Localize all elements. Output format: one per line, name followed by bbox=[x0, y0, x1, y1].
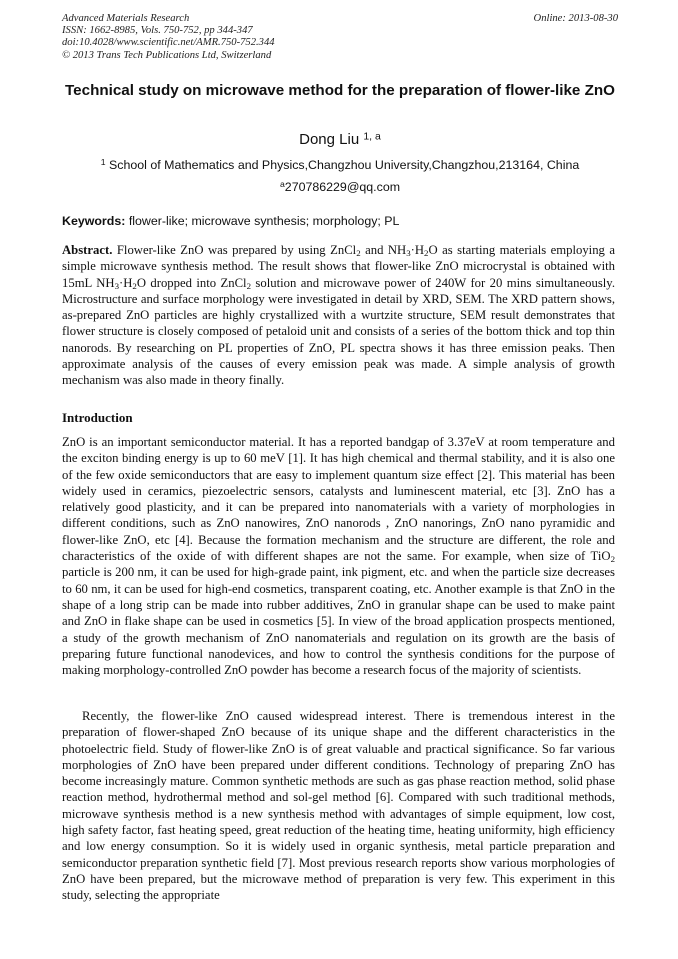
paragraph-text: ZnO is an important semiconductor material. It has a reported bandgap of 3.37eV at room temperature and the exciton binding energy is up to 60 meV [1]. It has high chemical and thermal stability, and it is also one of the few oxide semiconductors that are easy to implement quantum size effect [2]. This material has been widely used in ceramics, piezoelectric sensors, catalysts and luminescent material, etc [3]. ZnO has a relatively good plasticity, and it can be prepared into nanomaterials with a variety of morphologies in different conditions, such as ZnO nanowires, ZnO nanorods , ZnO nanorings, ZnO nano pyramidic and flower-like ZnO, etc [4]. Because the formation mechanism and the structure are different, the role and characteristics of the oxide of with different shapes are not the same. For example, when size of TiO bbox=[62, 435, 615, 564]
abstract-text: O as starting materials employing a simple microwave synthesis method. The result shows that flower-like ZnO microcrystal is obtained with 15mL NH bbox=[62, 243, 615, 290]
subscript: 2 bbox=[132, 280, 137, 291]
email-mark: a bbox=[279, 179, 285, 190]
author-name: Dong Liu bbox=[299, 131, 360, 148]
author-affil-marks: 1, a bbox=[363, 130, 381, 143]
abstract-text: ·H bbox=[410, 243, 425, 257]
keywords-text: flower-like; microwave synthesis; morphology; PL bbox=[128, 214, 400, 228]
affiliation-mark: 1 bbox=[100, 157, 106, 168]
subscript: 3 bbox=[114, 280, 119, 291]
online-date: Online: 2013-08-30 bbox=[533, 13, 618, 24]
paragraph-text: particle is 200 nm, it can be used for high-grade paint, ink pigment, etc. and when the particle size decreases to 60 nm, it can be used for high-end cosmetics, transparent coating, etc. Another example is that ZnO in the shape of a long strip can be made into rubber additives, ZnO in granular shape can be used to make paint and ZnO in flake shape can be used in cosmetics [5]. In view of the broad application prospects mentioned, a study of the growth mechanism of ZnO nanomaterials and regulation on its growth are the basis of preparing future functional nanodevices, and how to control the synthesis conditions for the purpose of making morphology-controlled ZnO powder has become a research focus of the majority of scientists. bbox=[62, 565, 615, 678]
author-line bbox=[62, 131, 618, 148]
keywords bbox=[62, 214, 618, 228]
intro-paragraph-2: Recently, the flower-like ZnO caused widespread interest. There is tremendous interest in the preparation of flower-shaped ZnO because of its unique shape and the different characteristics in the photoelectric field. Study of flower-like ZnO is of great valuable and practical significance. So far various morphologies of ZnO have been prepared under different conditions. Technology of preparing ZnO has become increasingly mature. Common synthetic methods are such as gas phase reaction method, solid phase reaction method, hydrothermal method and sol-gel method [6]. Compared with such traditional methods, microwave synthesis method is a new synthesis method with advantages of simple equipment, low cost, high safety factor, fast heating speed, great reduction of the heating time, heating uniformity, high efficiency and low energy consumption. So it is widely used in organic synthesis, metal particle preparation and semiconductor preparation synthetic field [7]. Most previous research reports show various morphologies of ZnO have been prepared, but the microwave method of preparation is very few. This experiment in this study, selecting the appropriate bbox=[62, 709, 615, 903]
keywords-label: Keywords: bbox=[62, 214, 126, 228]
abstract-label: Abstract. bbox=[62, 243, 113, 257]
email-text: 270786229@qq.com bbox=[284, 180, 401, 194]
author-email bbox=[62, 180, 618, 194]
abstract-text: and NH bbox=[360, 243, 407, 257]
copyright-line: © 2013 Trans Tech Publications Ltd, Switzerland bbox=[62, 49, 272, 61]
affiliation bbox=[62, 158, 618, 172]
subscript: 2 bbox=[246, 280, 252, 291]
abstract-paragraph bbox=[62, 242, 615, 389]
intro-paragraph-1 bbox=[62, 434, 615, 678]
subscript: 2 bbox=[356, 247, 361, 258]
abstract-text: solution and microwave power of 240W for 20 mins simultaneously. Microstructure and surface morphology were investigated in detail by XRD, SEM. The XRD pattern shows, as-prepared ZnO particles are highly crystallized with a wurtzite structure, SEM result demonstrates that flower structure is closely composed of petaloid unit and consists of a series of the bottom thick and top thin nanorods. By researching on PL properties of ZnO, PL spectra shows it has three emission peaks. Then approximate analysis of the causes of every emission peak was made. A simple analysis of growth mechanism was also made in theory finally. bbox=[62, 275, 615, 388]
introduction-heading: Introduction bbox=[62, 410, 133, 425]
journal-header bbox=[62, 13, 618, 62]
doi-line: doi:10.4028/www.scientific.net/AMR.750-752.344 bbox=[62, 37, 275, 49]
paper-title: Technical study on microwave method for the preparation of flower-like ZnO bbox=[65, 82, 615, 99]
subscript: 2 bbox=[424, 247, 429, 258]
subscript: 3 bbox=[406, 247, 411, 258]
abstract-text: O dropped into ZnCl bbox=[136, 275, 247, 290]
subscript: 2 bbox=[610, 553, 615, 564]
abstract-text: ·H bbox=[119, 275, 133, 290]
journal-name: Advanced Materials Research bbox=[62, 13, 190, 24]
issn-line: ISSN: 1662-8985, Vols. 750-752, pp 344-347 bbox=[62, 25, 253, 37]
affiliation-text: School of Mathematics and Physics,Changzhou University,Changzhou,213164, China bbox=[109, 158, 580, 172]
abstract-text: Flower-like ZnO was prepared by using ZnCl bbox=[116, 243, 357, 257]
